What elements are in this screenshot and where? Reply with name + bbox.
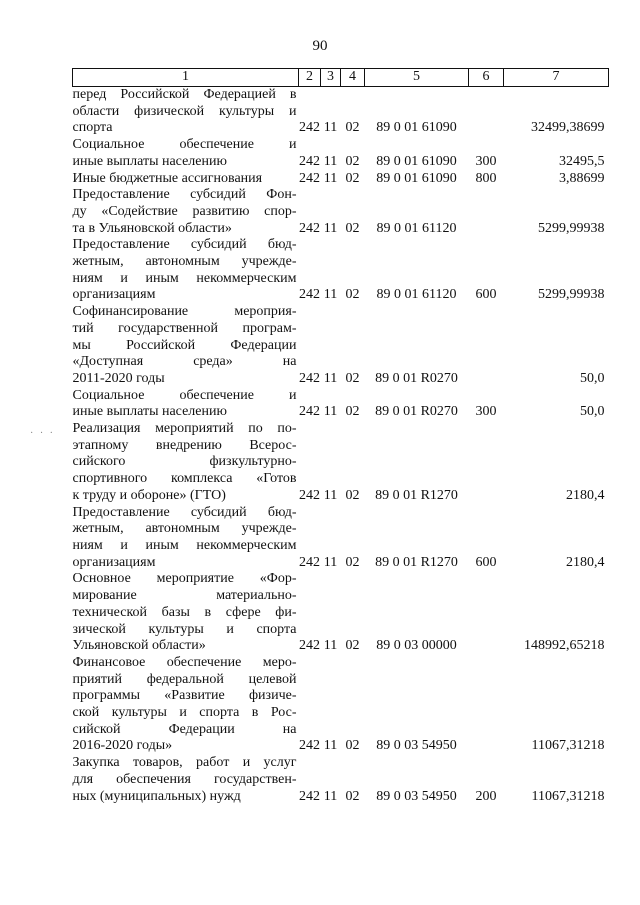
table-row (73, 505, 609, 572)
section-code: 11 (323, 287, 338, 303)
table-row (73, 187, 609, 237)
row-description (73, 655, 299, 755)
description-line: мы Российской Федерации (72, 337, 297, 353)
description-line: 2016-2020 годы» (72, 738, 173, 754)
amount: 50,0 (580, 404, 605, 420)
row-description (73, 237, 299, 304)
column-header-5: 5 (365, 69, 469, 87)
description-line: иные выплаты населению (72, 404, 227, 420)
ministry-code: 242 (299, 287, 320, 303)
description-line: спорта (72, 120, 113, 136)
description-line: иные выплаты населению (72, 153, 227, 169)
column-header-4: 4 (341, 69, 365, 87)
amount: 50,0 (580, 370, 605, 386)
subsection-code: 02 (345, 370, 360, 386)
amount: 32495,5 (559, 153, 605, 169)
subsection-code: 02 (345, 404, 360, 420)
description-line: Реализация мероприятий по по- (72, 421, 297, 437)
expense-type-code: 800 (475, 170, 497, 186)
description-line: тий государственной програм- (72, 320, 297, 336)
amount: 3,88699 (559, 170, 605, 186)
table-row (73, 304, 609, 388)
section-code: 11 (323, 153, 338, 169)
table-body (73, 87, 609, 806)
expense-type-code (469, 421, 504, 505)
expense-type-code: 300 (475, 404, 497, 420)
ministry-code: 242 (299, 120, 320, 136)
column-header-7: 7 (504, 69, 609, 87)
ministry-code: 242 (299, 220, 320, 236)
section-code: 11 (323, 788, 338, 804)
row-description (73, 571, 299, 655)
budget-table (72, 68, 609, 805)
section-code: 11 (323, 554, 338, 570)
row-description (73, 505, 299, 572)
expense-type-code (469, 655, 504, 755)
target-article-code: 89 0 03 00000 (376, 638, 457, 654)
row-description (73, 171, 299, 188)
subsection-code: 02 (345, 788, 360, 804)
subsection-code: 02 (345, 120, 360, 136)
section-code: 11 (323, 638, 338, 654)
expense-type-code: 600 (475, 554, 497, 570)
description-line: Социальное обеспечение и (72, 137, 297, 153)
table-row (73, 388, 609, 421)
description-line: Предоставление субсидий бюд- (72, 237, 297, 253)
table-row (73, 137, 609, 170)
target-article-code: 89 0 01 61090 (376, 170, 457, 186)
description-line: ской культуры и спорта в Рос- (72, 705, 297, 721)
amount: 2180,4 (566, 554, 605, 570)
expense-type-code (469, 304, 504, 388)
table-row (73, 87, 609, 138)
ministry-code: 242 (299, 153, 320, 169)
table-row (73, 571, 609, 655)
ministry-code: 242 (299, 370, 320, 386)
expense-type-code: 300 (475, 153, 497, 169)
description-line: ниям и иным некоммерческим (72, 270, 297, 286)
amount: 5299,99938 (538, 287, 605, 303)
ministry-code: 242 (299, 554, 320, 570)
target-article-code: 89 0 03 54950 (376, 788, 457, 804)
ministry-code: 242 (299, 404, 320, 420)
expense-type-code (469, 87, 504, 138)
description-line: жетным, автономным учрежде- (72, 521, 297, 537)
description-line: Иные бюджетные ассигнования (72, 170, 263, 186)
description-line: сийской Федерации на (72, 721, 297, 737)
description-line: Ульяновской области» (72, 638, 206, 654)
description-line: области физической культуры и (72, 103, 297, 119)
expense-type-code: 600 (475, 287, 497, 303)
description-line: ных (муниципальных) нужд (72, 788, 241, 804)
row-description (73, 304, 299, 388)
description-line: к труду и обороне» (ГТО) (72, 487, 226, 503)
subsection-code: 02 (345, 554, 360, 570)
target-article-code: 89 0 01 61090 (376, 153, 457, 169)
table-row (73, 421, 609, 505)
target-article-code: 89 0 01 R1270 (375, 554, 458, 570)
target-article-code: 89 0 01 61120 (376, 220, 457, 236)
subsection-code: 02 (345, 738, 360, 754)
description-line: организациям (72, 554, 156, 570)
ministry-code: 242 (299, 170, 320, 186)
page-number: 90 (312, 38, 328, 54)
description-line: Предоставление субсидий Фон- (72, 187, 297, 203)
column-header-6: 6 (469, 69, 504, 87)
description-line: организациям (72, 287, 156, 303)
description-line: для обеспечения государствен- (72, 771, 297, 787)
table-row (73, 171, 609, 188)
target-article-code: 89 0 01 R0270 (375, 404, 458, 420)
description-line: ду «Содействие развитию спор- (72, 203, 297, 219)
description-line: жетным, автономным учрежде- (72, 254, 297, 270)
column-header-1: 1 (73, 69, 299, 87)
row-description (73, 187, 299, 237)
description-line: «Доступная среда» на (72, 354, 297, 370)
amount: 11067,31218 (531, 788, 605, 804)
description-line: Закупка товаров, работ и услуг (72, 755, 297, 771)
section-code: 11 (323, 404, 338, 420)
section-code: 11 (323, 370, 338, 386)
column-header-3: 3 (321, 69, 341, 87)
table-row (73, 655, 609, 755)
subsection-code: 02 (345, 153, 360, 169)
ministry-code: 242 (299, 638, 320, 654)
subsection-code: 02 (345, 487, 360, 503)
amount: 11067,31218 (531, 738, 605, 754)
ministry-code: 242 (299, 487, 320, 503)
amount: 32499,38699 (531, 120, 605, 136)
ministry-code: 242 (299, 788, 320, 804)
section-code: 11 (323, 220, 338, 236)
description-line: Финансовое обеспечение меро- (72, 654, 297, 670)
subsection-code: 02 (345, 220, 360, 236)
header-row (73, 69, 609, 87)
row-description (73, 755, 299, 805)
row-description (73, 137, 299, 170)
column-header-2: 2 (299, 69, 321, 87)
row-description (73, 421, 299, 505)
target-article-code: 89 0 01 R0270 (375, 370, 458, 386)
table-row (73, 755, 609, 805)
row-description (73, 87, 299, 138)
description-line: этапному внедрению Всерос- (72, 437, 297, 453)
description-line: Предоставление субсидий бюд- (72, 504, 297, 520)
description-line: программы «Развитие физиче- (72, 688, 297, 704)
description-line: ниям и иным некоммерческим (72, 537, 297, 553)
description-line: мирование материально- (72, 588, 297, 604)
table-row (73, 237, 609, 304)
target-article-code: 89 0 01 61120 (376, 287, 457, 303)
section-code: 11 (323, 120, 338, 136)
subsection-code: 02 (345, 170, 360, 186)
amount: 148992,65218 (524, 638, 605, 654)
expense-type-code (469, 571, 504, 655)
description-line: Социальное обеспечение и (72, 387, 297, 403)
description-line: Софинансирование мероприя- (72, 304, 297, 320)
description-line: технической базы в сфере фи- (72, 604, 297, 620)
amount: 2180,4 (566, 487, 605, 503)
amount: 5299,99938 (538, 220, 605, 236)
row-description (73, 388, 299, 421)
description-line: Основное мероприятие «Фор- (72, 571, 297, 587)
description-line: сийского физкультурно- (72, 454, 297, 470)
subsection-code: 02 (345, 638, 360, 654)
section-code: 11 (323, 170, 338, 186)
ministry-code: 242 (299, 738, 320, 754)
margin-scan-mark: · · · (30, 428, 55, 439)
section-code: 11 (323, 487, 338, 503)
subsection-code: 02 (345, 287, 360, 303)
expense-type-code (469, 187, 504, 237)
description-line: та в Ульяновской области» (72, 220, 232, 236)
description-line: приятий федеральной целевой (72, 671, 297, 687)
section-code: 11 (323, 738, 338, 754)
target-article-code: 89 0 01 61090 (376, 120, 457, 136)
description-line: 2011-2020 годы (72, 370, 165, 386)
description-line: зической культуры и спорта (72, 621, 297, 637)
expense-type-code: 200 (475, 788, 497, 804)
target-article-code: 89 0 03 54950 (376, 738, 457, 754)
description-line: спортивного комплекса «Готов (72, 471, 297, 487)
target-article-code: 89 0 01 R1270 (375, 487, 458, 503)
description-line: перед Российской Федерацией в (72, 87, 297, 102)
